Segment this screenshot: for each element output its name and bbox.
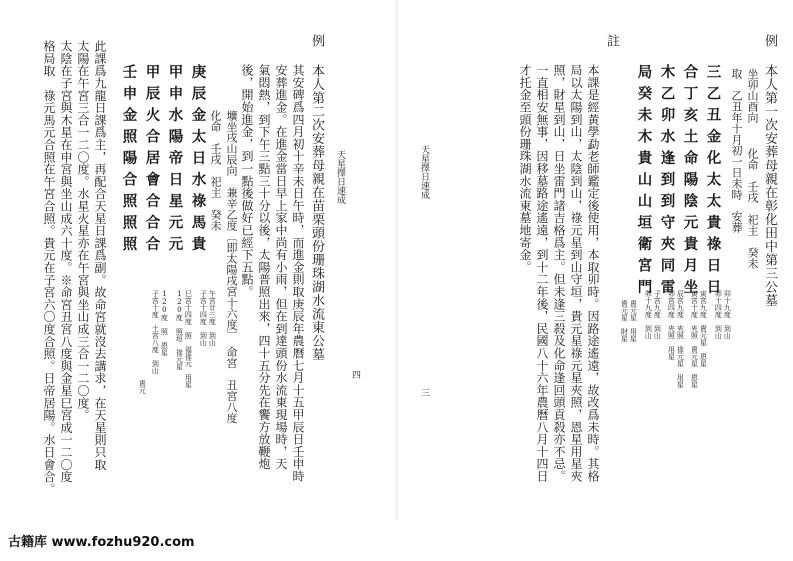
footer-bar <box>0 521 793 561</box>
right-mountain: 坐卯山酉向 <box>746 68 759 123</box>
right-commentary-3: 照，財星到山，日坐雷門諸吉格爲主。但未逢三殺及化命逢回頭貢殺亦不忌。 <box>552 64 566 483</box>
left-pillar-4-annotation: 貴元 <box>138 380 147 394</box>
left-pillar-4: 壬申金照陽合照照照 <box>120 64 138 258</box>
right-page <box>397 0 793 561</box>
left-pillar-1-annotation: 子宮十四度 到山 <box>199 290 208 346</box>
right-page-number: 三 <box>419 388 429 397</box>
left-pillar-1-annotation: 巳宮十四度 照 福祿元 用星 <box>184 290 193 388</box>
left-kan-line: 壙坐戌山辰向 兼辛乙度〔即太陽戌宮十六度〕 命宮 丑宮八度 <box>225 110 238 424</box>
left-pillar-1-annotation: 120度 照 恩星 <box>160 290 169 356</box>
left-huaming: 化命 壬戌 祀主 癸未 <box>209 110 222 231</box>
right-commentary-4: 一直相安無事，因移墓路途遙遠，到十二年後，民國八十六年農曆八月十四日 <box>535 64 549 483</box>
left-pillar-3: 甲辰火合居會合合合 <box>143 64 161 258</box>
right-pillar-1-annotation: 卯十九度 到山 <box>723 290 732 339</box>
right-pillar-4-annotation: 貴元星 財星 <box>620 300 629 342</box>
left-pillar-1-annotation: 子宮十度 土宮八度 到山 <box>151 290 160 374</box>
left-body-line-1: 其安碑爲四月初十辛未日午時，而進金則取庚辰年農曆七月十五甲辰日壬申時 <box>291 64 305 483</box>
right-pillar-1-annotation: 寅宮十度 夾照 貴元星 恩星 <box>690 290 699 388</box>
example-label-right: 例 <box>762 34 777 48</box>
left-body-line-4: 後，開始進金，到一點後做好已經下五點。 <box>240 64 254 298</box>
left-pillar-1-annotation: 午宮廿三度 到山 <box>208 290 217 346</box>
left-page <box>0 0 396 561</box>
right-commentary-2: 局以太陽到山，太陰到山，祿元星到山守垣，貴元星祿元星夾照，恩星用星夾 <box>569 64 583 483</box>
right-huaming: 化命 壬戌 祀主 癸未 <box>746 148 759 269</box>
left-body-line-3: 氣悶熱，到下午三點三十分以後，太陽普照出來，四十五分先在饗方放鞭炮 <box>257 64 271 470</box>
site-watermark: 古籍库 www.fozhu920.com <box>8 535 195 550</box>
right-pillar-1-annotation: 卯宮四度 夾照 用星 <box>667 290 676 360</box>
right-pillar-1-annotation: 子宮九度 到山 <box>653 290 662 339</box>
left-page-header: 天星擇日速成 <box>335 150 345 204</box>
left-pillar-1-annotation: 120度 照垣 祿元星 <box>175 290 184 370</box>
right-page-header: 天星擇日速成 <box>419 145 429 199</box>
right-pillar-3: 木乙卯水逢到到守夾同雷 <box>658 64 676 301</box>
right-pillar-1-annotation: 卯十九度 到山 <box>644 290 653 339</box>
left-pillar-2: 甲申水陽帝日星元元 <box>166 64 184 258</box>
right-pillar-2: 合丁亥土命陽陰元貴月坐 <box>681 64 699 301</box>
left-commentary-2: 太陽在午宮三合一二〇度。水星火星亦在午宮與坐山成三合一二〇度。 <box>76 40 90 422</box>
left-body-line-2: 安葬進金。在進金當日早上家中尚有小雨，但在到達頭份水流東現場時，天 <box>274 64 288 470</box>
right-pillar-4: 局癸未木貴山山垣衛宮門 <box>635 64 653 301</box>
left-title: 本人第二次安葬母親在苗栗頭份珊珠湖水流東公墓 <box>309 64 324 361</box>
right-title: 本人第一次安葬母親在彰化田中第三公墓 <box>762 64 777 307</box>
note-label: 註 <box>604 34 619 48</box>
right-pillar-4-annotation: 貴元星 用星 <box>629 300 638 342</box>
left-commentary-4: 格局取 祿元馬元合照在午宮合照。貴元在子宮六〇度合照。日帝居陽。水日會合。 <box>42 40 56 496</box>
right-pillar-1-annotation: 寅宮九度 貴元星 恩星 <box>699 290 708 367</box>
left-commentary-1: 此課爲九龍日課爲主，再配合天星日課爲副。故命宮就沒去講求，在天星則只取 <box>93 40 107 471</box>
left-commentary-3: 太陰在子宮與木星在申宮與坐山成六十度。※命宮丑宮八度與金星巳宮成一二〇度 <box>59 40 73 483</box>
left-page-number: 四 <box>350 370 360 379</box>
right-commentary-1: 本課是經黃學勐老師鑑定後使用，本取卯時。因路途遙遠，故改爲未時。其格 <box>586 64 600 483</box>
right-qu: 取 乙丑年十月初一日未時 安葬 <box>730 68 743 233</box>
right-pillar-1-annotation: 卯十四度 到山 <box>714 290 723 339</box>
right-pillar-1-annotation: 辰宮九度 夾照 祿元星 用星 <box>676 290 685 388</box>
right-commentary-5: 才托金至頭份珊珠湖水流東墓地寄金。 <box>518 64 532 274</box>
left-pillar-1: 庚辰金太日水祿馬貴 <box>189 64 207 258</box>
example-label-left: 例 <box>309 34 324 48</box>
right-pillar-1: 三乙丑金化太太貴祿日日 <box>704 64 722 301</box>
